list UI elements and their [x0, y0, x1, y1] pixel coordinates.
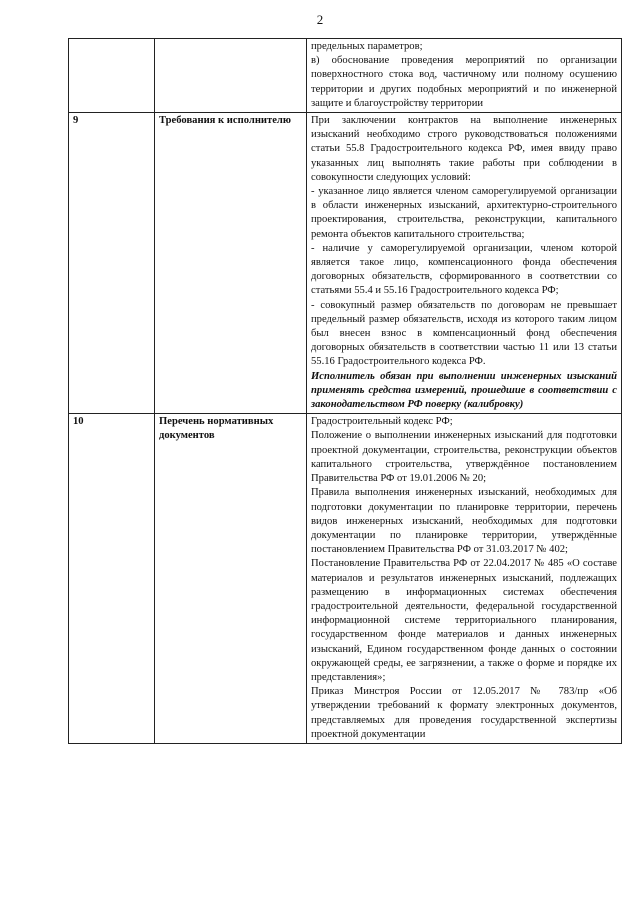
content-paragraph: в) обоснование проведения мероприятий по организации поверхностного стока вод, частичному или полному осушению территории и других подобных мероприятий и по инженерной защите и благоустройству территории [311, 55, 617, 109]
content-paragraph: При заключении контрактов на выполнение инженерных изысканий необходимо строго руководствоваться положениями статьи 55.8 Градостроительного кодекса РФ, имея ввиду право указанных лиц выполнять такие работы при соблюдении в совокупности следующих условий: [311, 115, 617, 183]
content-paragraph: Градостроительный кодекс РФ; [311, 416, 453, 428]
row-number: 10 [69, 414, 155, 744]
content-paragraph: предельных параметров; [311, 41, 423, 52]
content-paragraph: Правила выполнения инженерных изысканий, необходимых для подготовки документации по планировке территории, перечень видов инженерных изысканий, необходимых для подготовки документации по планировке территории, утверждённые постановлением Правительства РФ от 31.03.2017 № 402; [311, 487, 617, 556]
content-paragraph: - совокупный размер обязательств по договорам не превышает предельный размер обязательств, исходя из которого таким лицом был внесен взнос в компенсационный фонд обеспечения договорных обязательств в соответствии частью 11 или 13 статьи 55.16 Градостроительного кодекса РФ. [311, 299, 617, 368]
row-number [69, 39, 155, 113]
row-content [307, 39, 622, 113]
row-title: Требования к исполнителю [155, 113, 307, 414]
table-row [69, 113, 622, 414]
content-paragraph: Постановление Правительства РФ от 22.04.2017 № 485 «О составе материалов и результатов инженерных изысканий, подлежащих размещению в информационных системах обеспечения градостроительной деятельности, федеральной государственной информационной системе территориального планирования, государственном фонде материалов и данных инженерных изысканий, Едином государственном фонде данных о состоянии окружающей среды, ее загрязнении, а также о форме и порядке их представления»; [311, 558, 617, 683]
content-paragraph: - наличие у саморегулируемой организации, членом которой является такое лицо, компенсационного фонда обеспечения договорных обязательств, сформированного в соответствии со статьями 55.4 и 55.16 Градостроительного кодекса РФ; [311, 242, 617, 297]
row-title [155, 39, 307, 113]
row-number: 9 [69, 113, 155, 414]
table-row [69, 39, 622, 113]
content-paragraph: - указанное лицо является членом саморегулируемой организации в области инженерных изысканий, архитектурно-строительного проектирования, строительства, реконструкции, капитального ремонта объектов капитального строительства; [311, 186, 617, 240]
page-number: 2 [316, 12, 324, 27]
emphasis-paragraph: Исполнитель обязан при выполнении инженерных изысканий применять средства измерений, прошедшие в соответствии с законодательством РФ поверку (калибровку) [311, 370, 617, 411]
row-content [307, 414, 622, 744]
table-row [69, 414, 622, 744]
content-paragraph: Приказ Минстроя России от 12.05.2017 № 783/пр «Об утверждении требований к формату электронных документов, представляемых для проведения государственной экспертизы проектной документации [311, 686, 617, 740]
content-paragraph: Положение о выполнении инженерных изысканий для подготовки проектной документации, строительства, реконструкции объектов капитального строительства, утверждённое постановлением Правительства РФ от 19.01.2006 № 20; [311, 430, 617, 485]
requirements-table [68, 38, 622, 744]
row-title: Перечень нормативных документов [155, 414, 307, 744]
row-content [307, 113, 622, 414]
